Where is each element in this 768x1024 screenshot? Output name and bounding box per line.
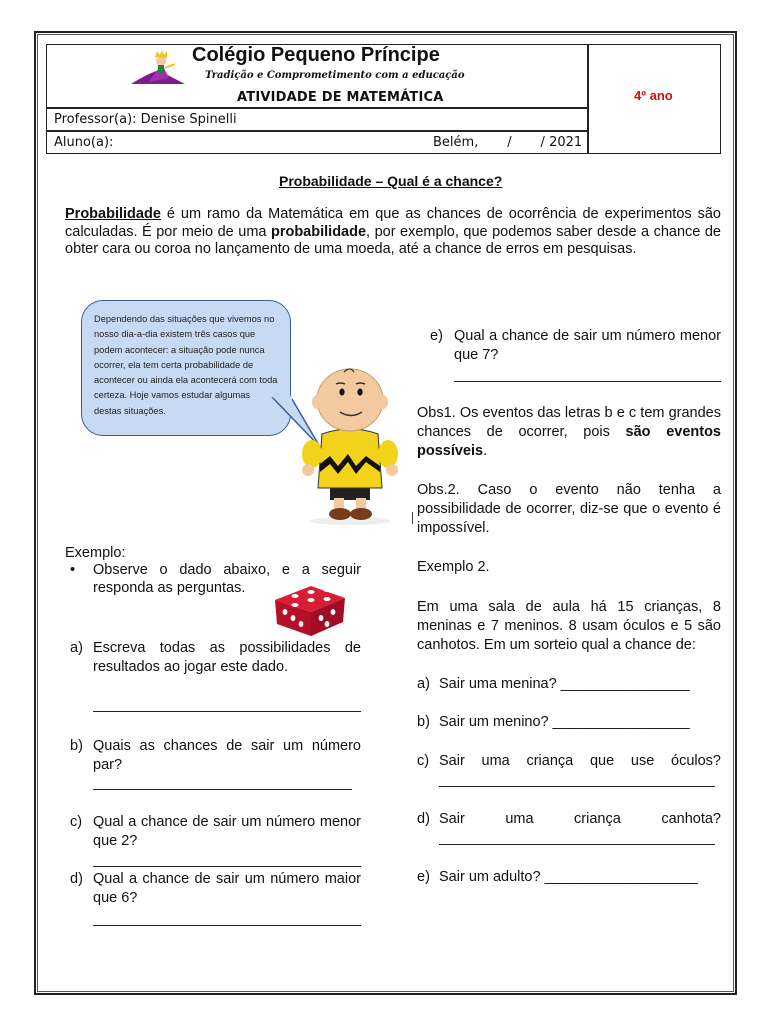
question-label: b) xyxy=(70,738,83,754)
answer-line-e[interactable] xyxy=(454,381,721,382)
obs1-paragraph xyxy=(417,404,721,461)
question-label: e) xyxy=(417,869,430,885)
question-text: Escreva todas as possibilidades de resultados ao jogar este dado. xyxy=(93,640,361,675)
answer-line-2d[interactable] xyxy=(439,844,715,845)
question-text: Qual a chance de sair um número menor que 7? xyxy=(454,328,721,363)
question-text: Sair uma criança canhota? xyxy=(439,811,721,827)
question-label: c) xyxy=(70,814,83,830)
date-label[interactable]: Belém, / / 2021 xyxy=(433,135,583,150)
intro-part-2: , por exemplo, que podemos saber desde a chance de obter cara ou coroa no lançamento de uma moeda, até a chance de erros em pesquisas. xyxy=(65,223,721,257)
intro-term-2: probabilidade xyxy=(270,223,367,240)
question-d xyxy=(70,870,361,908)
question-label: e) xyxy=(430,328,443,344)
question-c xyxy=(70,813,361,851)
question-label: a) xyxy=(70,640,83,656)
question-text[interactable]: Sair um adulto? ___________________ xyxy=(439,869,698,885)
question-text: Sair uma criança que use óculos? xyxy=(439,753,721,769)
answer-line-a[interactable] xyxy=(93,711,361,712)
intro-paragraph xyxy=(65,206,721,259)
charlie-brown-illustration xyxy=(300,356,400,526)
obs2-text: Obs.2. Caso o evento não tenha a possibilidade de ocorrer, diz-se que o evento é impossível. xyxy=(417,482,721,536)
question-label: c) xyxy=(417,753,430,769)
obs1-text: Obs1. Os eventos das letras b e c tem grandes chances de ocorrer, pois xyxy=(417,405,721,440)
question-b xyxy=(70,737,361,775)
student-row xyxy=(46,131,588,154)
question-label: a) xyxy=(417,676,430,692)
question-text: Quais as chances de sair um número par? xyxy=(93,738,361,773)
question-text[interactable]: Sair uma menina? ________________ xyxy=(439,676,690,692)
school-motto: Tradição e Comprometimento com a educação xyxy=(205,70,465,81)
example1-instruction-text: Observe o dado abaixo, e a seguir responda as perguntas. xyxy=(93,562,361,596)
example2-question-c xyxy=(417,752,721,771)
example2-question-d xyxy=(417,810,721,829)
professor-row xyxy=(46,108,588,131)
intro-term-1: Probabilidade xyxy=(65,206,161,222)
example2-problem-text: Em uma sala de aula há 15 crianças, 8 meninas e 7 meninos. 8 usam óculos e 5 são canhotos. Em um sorteio qual a chance de: xyxy=(417,599,721,653)
example2-heading: Exemplo 2. xyxy=(417,559,490,575)
stray-mark xyxy=(412,512,413,524)
dice-icon xyxy=(271,582,349,638)
answer-line-c[interactable] xyxy=(93,866,361,867)
example1-heading: Exemplo: xyxy=(65,545,126,561)
obs1-bold: são eventos possíveis xyxy=(417,424,721,459)
school-name: Colégio Pequeno Príncipe xyxy=(192,44,440,66)
answer-line-2c[interactable] xyxy=(439,786,715,787)
obs2-paragraph xyxy=(417,481,721,538)
example2-problem xyxy=(417,598,721,655)
bullet-icon: • xyxy=(70,562,76,578)
question-label: d) xyxy=(70,871,83,887)
question-label: b) xyxy=(417,714,430,730)
professor-label: Professor(a): Denise Spinelli xyxy=(54,112,237,127)
question-label: d) xyxy=(417,811,430,827)
question-text[interactable]: Sair um menino? _________________ xyxy=(439,714,690,730)
question-text: Qual a chance de sair um número menor que 2? xyxy=(93,814,361,849)
answer-line-d[interactable] xyxy=(93,925,361,926)
little-prince-logo-icon xyxy=(129,48,187,88)
obs1-end: . xyxy=(483,443,488,459)
speech-bubble-text: Dependendo das situações que vivemos no nosso dia-a-dia existem três casos que podem acontecer: a situação pode nunca ocorrer, ela tem certa probabilidade de acontecer ou ainda ela acontecerá com toda certeza. Hoje vamos estudar algumas destas situações. xyxy=(94,314,278,416)
question-e xyxy=(430,327,721,365)
answer-line-b[interactable] xyxy=(93,789,352,790)
activity-title: ATIVIDADE DE MATEMÁTICA xyxy=(237,90,444,105)
page-title: Probabilidade – Qual é a chance? xyxy=(279,173,503,189)
intro-part-1: é um ramo da Matemática em que as chances de ocorrência de experimentos são calculadas. É por meio de uma xyxy=(65,206,721,240)
grade-label: 4º ano xyxy=(634,88,673,103)
question-a xyxy=(70,639,361,677)
speech-bubble xyxy=(81,300,291,436)
question-text: Qual a chance de sair um número maior que 6? xyxy=(93,871,361,906)
student-label[interactable]: Aluno(a): xyxy=(54,135,114,150)
